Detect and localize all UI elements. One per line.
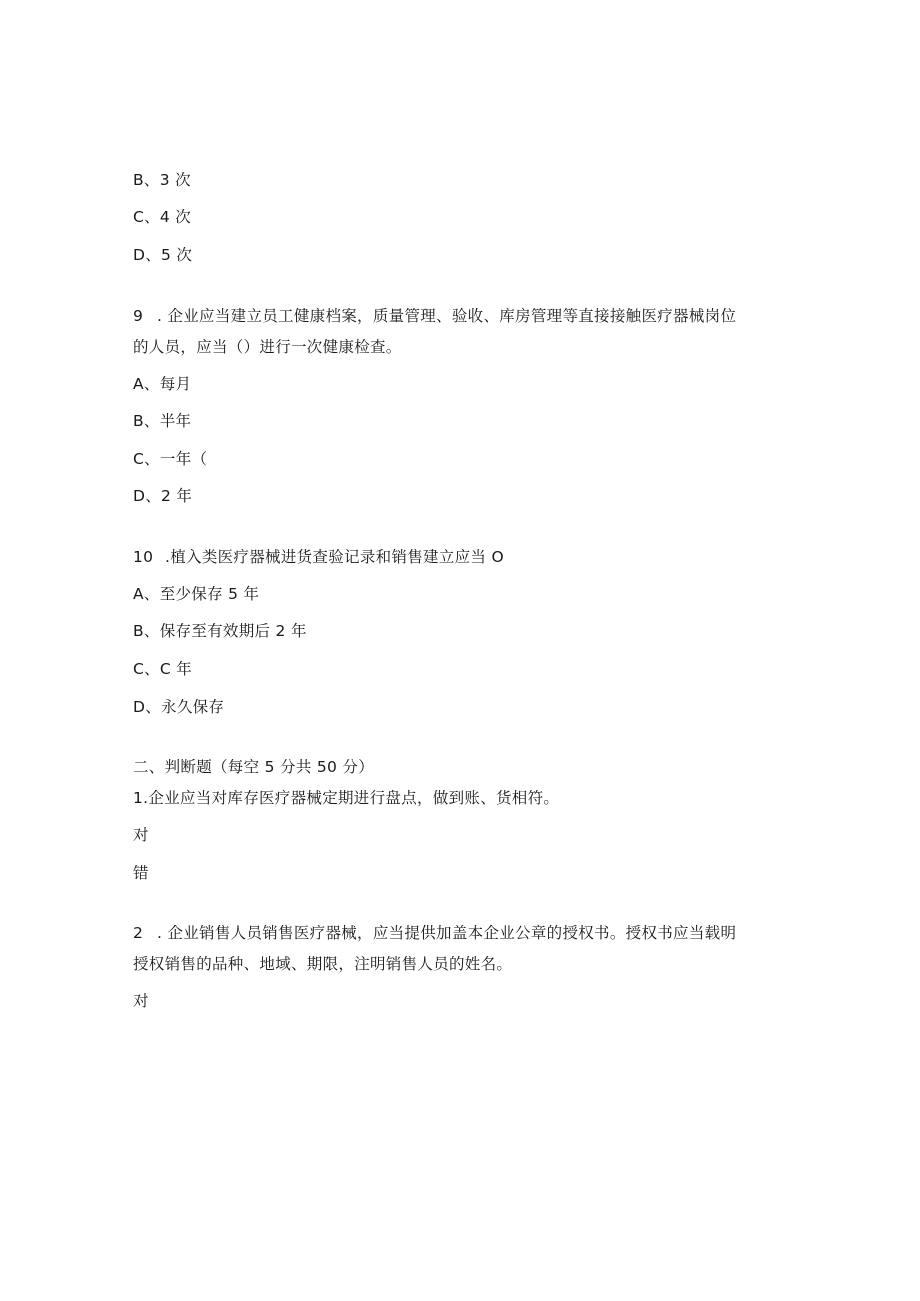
q10-option-a: A、至少保存 5 年 [133, 585, 260, 603]
q10-text: .植入类医疗器械进货查验记录和销售建立应当 O [165, 548, 504, 566]
q9-option-b: B、半年 [133, 412, 192, 430]
q9-stem-line2: 的人员，应当（）进行一次健康检查。 [133, 338, 402, 356]
j2-stem-line1 [133, 923, 736, 943]
j1-stem: 1.企业应当对库存医疗器械定期进行盘点，做到账、货相符。 [133, 789, 560, 807]
q10-option-d: D、永久保存 [133, 698, 225, 716]
q9-option-d: D、2 年 [133, 487, 193, 505]
q10-option-c: C、C 年 [133, 660, 193, 678]
q8-option-c: C、4 次 [133, 208, 192, 226]
q10-option-b: B、保存至有效期后 2 年 [133, 622, 307, 640]
j1-option-false: 错 [133, 864, 149, 882]
q10-number: 10 [133, 548, 154, 566]
q10-stem [133, 547, 504, 567]
j1-option-true: 对 [133, 826, 149, 844]
q8-option-b: B、3 次 [133, 171, 191, 189]
j2-text-line1: . 企业销售人员销售医疗器械，应当提供加盖本企业公章的授权书。授权书应当载明 [157, 924, 737, 942]
j2-option-true: 对 [133, 992, 149, 1010]
q8-option-d: D、5 次 [133, 246, 193, 264]
section-heading: 二、判断题（每空 5 分共 50 分） [133, 758, 374, 776]
q9-option-c: C、一年（ [133, 450, 208, 468]
q9-number: 9 [133, 307, 144, 325]
q9-stem-line1 [133, 306, 736, 326]
j2-number: 2 [133, 924, 144, 942]
j2-stem-line2: 授权销售的品种、地域、期限，注明销售人员的姓名。 [133, 955, 513, 973]
q9-option-a: A、每月 [133, 375, 192, 393]
q9-text-line1: . 企业应当建立员工健康档案，质量管理、验收、库房管理等直接接触医疗器械岗位 [157, 307, 737, 325]
